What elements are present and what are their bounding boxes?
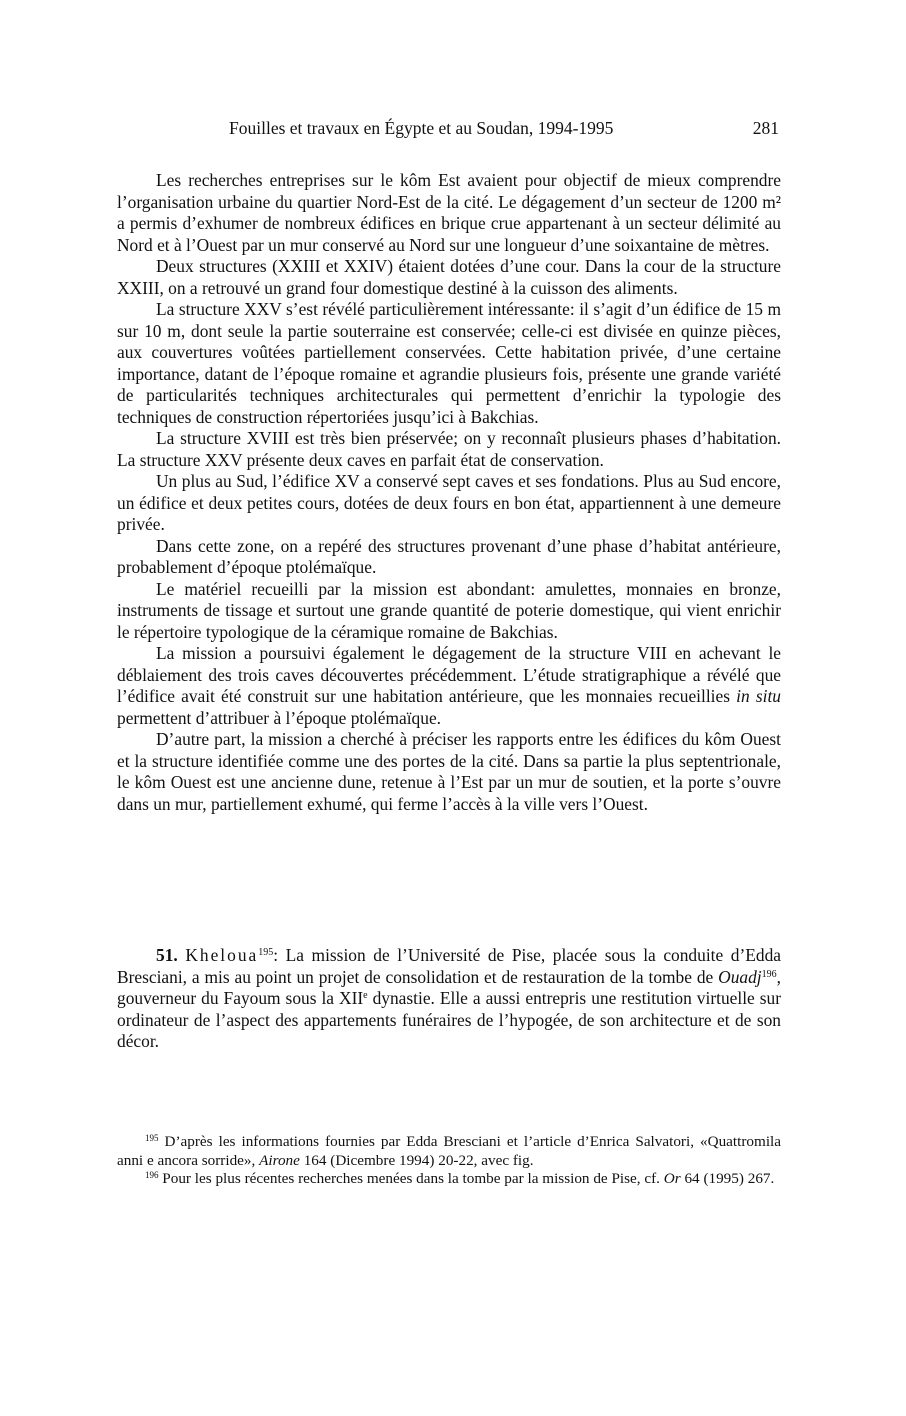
paragraph: D’autre part, la mission a cherché à préciser les rapports entre les édifices du kôm Ouest et la structure identifiée comme une des portes de la cité. Dans sa partie la plus septentrionale, le kôm Ouest est une ancienne dune, retenue à l’Est par un mur de soutien, et la porte s’ouvre dans un mur, partiellement exhumé, qui ferme l’accès à la ville vers l’Ouest. bbox=[117, 729, 781, 814]
ordinal-suffix: e bbox=[363, 990, 368, 1001]
footnote-text: D’après les informations fournies par Edda Bresciani et l’article d’Enrica Salvatori, «Quattromila anni e ancora sorride», bbox=[117, 1133, 781, 1169]
paragraph: Deux structures (XXIII et XXIV) étaient dotées d’une cour. Dans la cour de la structure XXIII, on a retrouvé un grand four domestique destiné à la cuisson des aliments. bbox=[117, 256, 781, 298]
paragraph-text: dynastie. Elle a aussi entrepris une restitution virtuelle sur ordinateur de l’aspect des appartements funéraires de l’hypogée, de son architecture et de son décor. bbox=[117, 988, 781, 1051]
section-number: 51. bbox=[156, 945, 178, 965]
paragraph: Le matériel recueilli par la mission est abondant: amulettes, monnaies en bronze, instruments de tissage et surtout une grande quantité de poterie domestique, qui vient enrichir le répertoire typologique de la céramique romaine de Bakchias. bbox=[117, 578, 781, 642]
footnote-mark: 195 bbox=[145, 1133, 159, 1143]
paragraph-text: permettent d’attribuer à l’époque ptolémaïque. bbox=[117, 707, 442, 728]
paragraph: Les recherches entreprises sur le kôm Est avaient pour objectif de mieux comprendre l’organisation urbaine du quartier Nord-Est de la cité. Le dégagement d’un secteur de 1200 m² a permis d’exhumer de nombreux édifices en brique crue appartenant à un secteur délimité au Nord et à l’Ouest par un mur conservé au Nord sur une longueur d’une soixantaine de mètres. bbox=[117, 170, 781, 255]
running-header bbox=[117, 118, 781, 142]
paragraph: Dans cette zone, on a repéré des structures provenant d’une phase d’habitat antérieure, probablement d’époque ptolémaïque. bbox=[117, 535, 781, 577]
journal-title: Airone bbox=[259, 1151, 300, 1169]
body-text bbox=[117, 170, 781, 815]
paragraph bbox=[117, 643, 781, 729]
footnote-text: 164 (Dicembre 1994) 20-22, avec fig. bbox=[299, 1151, 534, 1169]
footnote-mark: 196 bbox=[145, 1170, 159, 1180]
site-name: Kheloua bbox=[185, 945, 259, 965]
journal-title: Or bbox=[663, 1170, 681, 1187]
page-number: 281 bbox=[752, 118, 779, 138]
paragraph-text: La mission a poursuivi également le dégagement de la structure VIII en achevant le déblaiement des trois caves découvertes précédemment. L’étude stratigraphique a révélé que l’édifice avait été construit sur une habitation antérieure, que les monnaies recueillies bbox=[117, 643, 781, 706]
running-title: Fouilles et travaux en Égypte et au Soudan, 1994-1995 bbox=[229, 118, 614, 138]
italic-term: in situ bbox=[736, 686, 781, 706]
footnote-ref[interactable]: 196 bbox=[761, 968, 777, 980]
paragraph: La structure XXV s’est révélé particulièrement intéressante: il s’agit d’un édifice de 15 m sur 10 m, dont seule la partie souterraine est conservée; celle-ci est divisée en quinze pièces, aux couvertures voûtées partiellement conservées. Cette habitation privée, d’une certaine importance, datant de l’époque romaine et agrandie plusieurs fois, présente une grande variété de particularités techniques architecturales qui permettent d’enrichir la typologie des techniques de construction répertoriées jusqu’ici à Bakchias. bbox=[117, 299, 781, 427]
footnote-195 bbox=[117, 1133, 781, 1170]
footnote-text: 64 (1995) 267. bbox=[680, 1170, 775, 1187]
footnote-ref[interactable]: 195 bbox=[258, 947, 274, 958]
footnotes bbox=[117, 1133, 781, 1189]
paragraph bbox=[117, 945, 781, 1053]
tomb-name: Ouadj bbox=[718, 966, 762, 987]
footnote-196 bbox=[117, 1170, 781, 1189]
paragraph-text: : La mission de l’Université de Pise, placée sous la conduite d’Edda Bresciani, a mis au point un projet de consolidation et de restauration de la tombe de bbox=[117, 945, 781, 987]
footnote-text: Pour les plus récentes recherches menées dans la tombe par la mission de Pise, cf. bbox=[158, 1170, 664, 1187]
paragraph: La structure XVIII est très bien préservée; on y reconnaît plusieurs phases d’habitation. La structure XXV présente deux caves en parfait état de conservation. bbox=[117, 428, 781, 470]
section-51 bbox=[117, 945, 781, 1053]
paragraph: Un plus au Sud, l’édifice XV a conservé sept caves et ses fondations. Plus au Sud encore, un édifice et deux petites cours, dotées de deux fours en bon état, appartiennent à une demeure privée. bbox=[117, 471, 781, 534]
paragraph-text: , gouverneur du Fayoum sous la XII bbox=[117, 966, 781, 1008]
